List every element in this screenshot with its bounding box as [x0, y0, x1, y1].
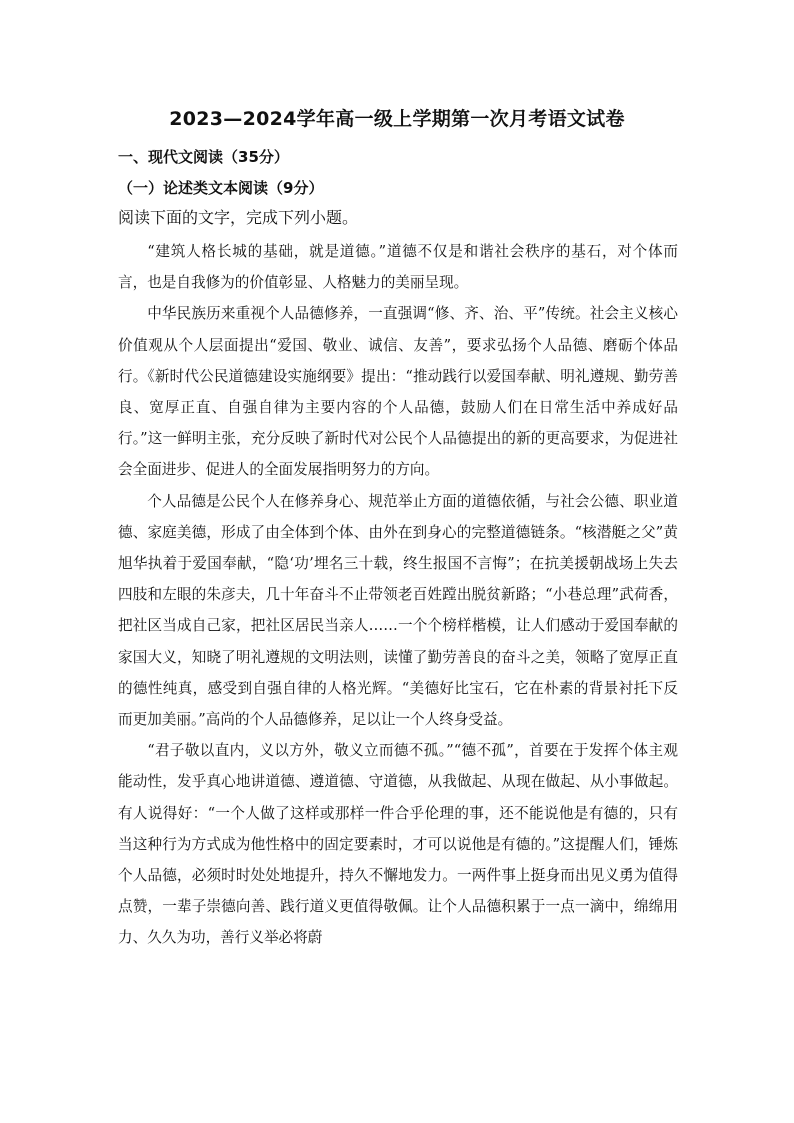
- passage-paragraph: “建筑人格长城的基础，就是道德。”道德不仅是和谐社会秩序的基石，对个体而言，也是自我修为的价值彰显、人格魅力的美丽呈现。: [118, 243, 678, 292]
- passage-paragraph: “君子敬以直内，义以方外，敬义立而德不孤。”“德不孤”，首要在于发挥个体主观能动性，发乎真心地讲道德、遵道德、守道德，从我做起、从现在做起、从小事做起。有人说得好：“一个人做了这样或那样一件合乎伦理的事，还不能说他是有德的，只有当这种行为方式成为他性格中的固定要素时，才可以说他是有德的。”这提醒人们，锤炼个人品德，必须时时处处地提升，持久不懈地发力。一两件事上挺身而出见义勇为值得点赞，一辈子崇德向善、践行道义更值得敬佩。让个人品德积累于一点一滴中，绵绵用力、久久为功，善行义举必将蔚: [118, 742, 678, 947]
- passage-paragraph: 中华民族历来重视个人品德修养，一直强调“修、齐、治、平”传统。社会主义核心价值观从个人层面提出“爱国、敬业、诚信、友善”，要求弘扬个人品德、磨砺个体品行。《新时代公民道德建设实施纲要》提出：“推动践行以爱国奉献、明礼遵规、勤劳善良、宽厚正直、自强自律为主要内容的个人品德，鼓励人们在日常生活中养成好品行。”这一鲜明主张，充分反映了新时代对公民个人品德提出的新的更高要求，为促进社会全面进步、促进人的全面发展指明努力的方向。: [118, 305, 678, 479]
- passage-paragraph: 个人品德是公民个人在修养身心、规范举止方面的道德依循，与社会公德、职业道德、家庭美德，形成了由全体到个体、由外在到身心的完整道德链条。“核潜艇之父”黄旭华执着于爱国奉献，“隐‘功’埋名三十载，终生报国不言悔”；在抗美援朝战场上失去四肢和左眼的朱彦夫，几十年奋斗不止带领老百姓蹚出脱贫新路；“小巷总理”武荷香，把社区当成自己家，把社区居民当亲人……一个个榜样楷模，让人们感动于爱国奉献的家国大义，知晓了明礼遵规的文明法则，读懂了勤劳善良的奋斗之美，领略了宽厚正直的德性纯真，感受到自强自律的人格光辉。“美德好比宝石，它在朴素的背景衬托下反而更加美丽。”高尚的个人品德修养，足以让一个人终身受益。: [118, 492, 678, 729]
- reading-instruction: 阅读下面的文字，完成下列小题。: [118, 208, 359, 227]
- passage-body: [118, 236, 678, 954]
- section-heading: 一、现代文阅读（35分）: [118, 148, 289, 166]
- page-title: 2023—2024学年高一级上学期第一次月考语文试卷: [169, 108, 625, 130]
- subsection-heading: （一）论述类文本阅读（9分）: [118, 179, 324, 197]
